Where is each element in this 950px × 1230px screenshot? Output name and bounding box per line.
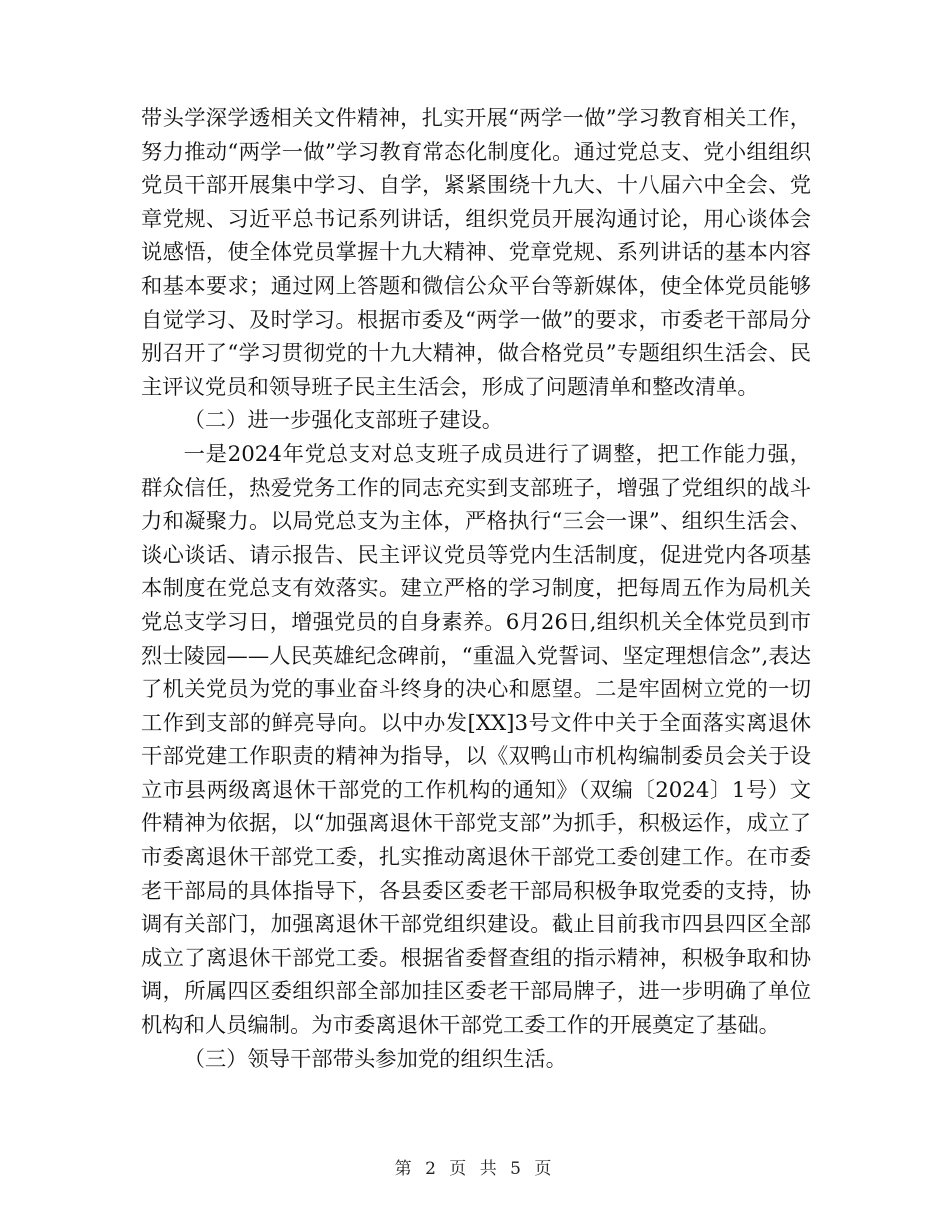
body-paragraph-2: 一是2024年党总支对总支班子成员进行了调整，把工作能力强，群众信任，热爱党务工作的同志充实到支部班子，增强了党组织的战斗力和凝聚力。以局党总支为主体，严格执行“三会一课”、组织生活会、谈心谈话、请示报告、民主评议党员等党内生活制度，促进党内各项基本制度在党总支有效落实。建立严格的学习制度，把每周五作为局机关党总支学习日，增强党员的自身素养。6月26日,组织机关全体党员到市烈士陵园——人民英雄纪念碑前，“重温入党誓词、坚定理想信念”,表达了机关党员为党的事业奋斗终身的决心和愿望。二是牢固树立党的一切工作到支部的鲜亮导向。以中办发[XX]3号文件中关于全面落实离退休干部党建工作职责的精神为指导，以《双鸭山市机构编制委员会关于设立市县两级离退休干部党的工作机构的通知》（双编〔2024〕1号）文件精神为依据，以“加强离退休干部党支部”为抓手，积极运作，成立了市委离退休干部党工委，扎实推动离退休干部党工委创建工作。在市委老干部局的具体指导下，各县委区委老干部局积极争取党委的支持，协调有关部门，加强离退休干部党组织建设。截止目前我市四县四区全部成立了离退休干部党工委。根据省委督查组的指示精神，积极争取和协调，所属四区委组织部全部加挂区委老干部局牌子，进一步明确了单位机构和人员编制。为市委离退休干部党工委工作的开展奠定了基础。 [141,441,811,1039]
section-heading-3: （三）领导干部带头参加党的组织生活。 [183,1046,567,1072]
body-paragraph-1: 带头学深学透相关文件精神，扎实开展“两学一做”学习教育相关工作，努力推动“两学一做”学习教育常态化制度化。通过党总支、党小组组织党员干部开展集中学习、自学，紧紧围绕十九大、十八届六中全会、党章党规、习近平总书记系列讲话，组织党员开展沟通讨论，用心谈体会说感悟，使全体党员掌握十九大精神、党章党规、系列讲话的基本内容和基本要求；通过网上答题和微信公众平台等新媒体，使全体党员能够自觉学习、及时学习。根据市委及“两学一做”的要求，市委老干部局分别召开了“学习贯彻党的十九大精神，做合格党员”专题组织生活会、民主评议党员和领导班子民主生活会，形成了问题清单和整改清单。 [141,106,811,400]
section-heading-2: （二）进一步强化支部班子建设。 [183,408,504,434]
document-body [141,102,811,1076]
page-footer: 第 2 页 共 5 页 [394,1159,556,1179]
